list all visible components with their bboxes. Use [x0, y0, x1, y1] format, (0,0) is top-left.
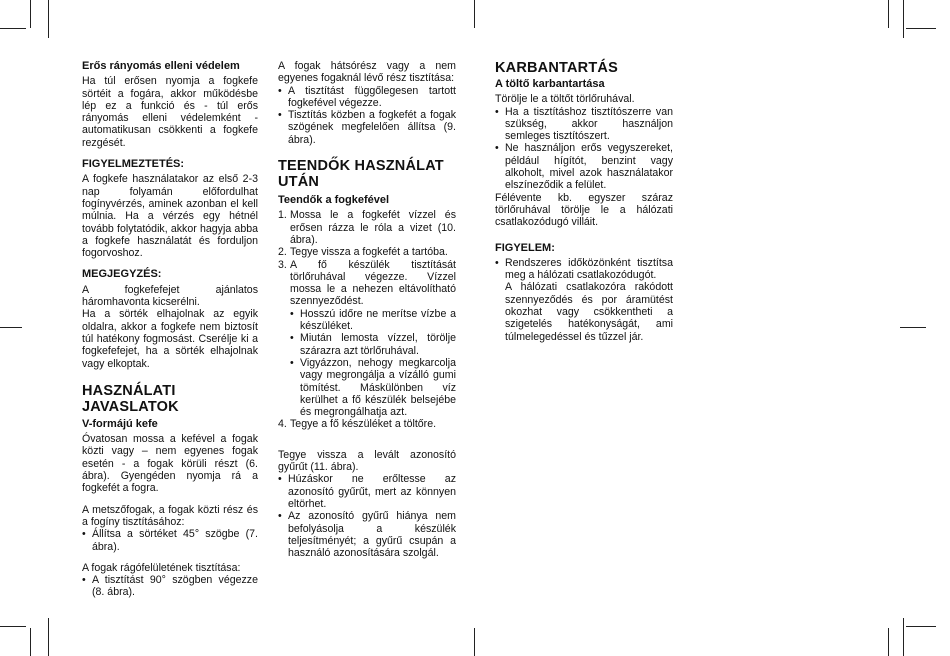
list-steps — [278, 209, 456, 430]
list-chewing — [82, 574, 258, 599]
list-item: • A tisztítást függőlegesen tartott fogkefével végezze. — [278, 85, 456, 110]
list-item: • Rendszeres időközönként tisztítsa meg a hálózati csatlakozódugót. — [495, 257, 673, 282]
crop-mark — [474, 0, 475, 28]
heading-warning: FIGYELMEZTETÉS: — [82, 158, 185, 171]
crop-mark — [48, 0, 49, 38]
list-item — [278, 418, 456, 430]
list-item: • Az azonosító gyűrű hiánya nem befolyásolja a készülék teljesítményét; a gyűrű csupán a használó azonosítására szolgál. — [278, 510, 456, 559]
crop-mark — [48, 618, 49, 656]
list-incisor — [82, 528, 258, 553]
list-item: • Miután lemosta vízzel, törölje szárazra azt törlőruhával. — [290, 332, 456, 357]
step-number: 3. — [278, 258, 287, 271]
list-item: • Vigyázzon, nehogy megkarcolja vagy megrongálja a vízálló gumi tömítést. Máskülönben víz kerülhet a fő készülék belsejébe és megrongálhatja azt. — [290, 357, 456, 418]
column-1 — [82, 60, 258, 599]
heading-protection: Erős rányomás elleni védelem — [82, 60, 240, 72]
crop-mark — [888, 628, 889, 656]
paragraph-back-teeth: A fogak hátsórész vagy a nem egyenes fogaknál lévő rész tisztítása: — [278, 60, 456, 85]
step-number: 1. — [278, 209, 287, 222]
list-item: • Állítsa a sörtéket 45° szögbe (7. ábra). — [82, 528, 258, 553]
paragraph-chewing: A fogak rágófelületének tisztítása: — [82, 561, 241, 574]
list-item: • Hosszú időre ne merítse vízbe a készüléket. — [290, 308, 456, 333]
paragraph-note-2: Ha a sörték elhajolnak az egyik oldalra, akkor a fogkefe nem biztosít túl hatékony fogmosást. Cserélje ki a fogkefefejet, ha a sörték elhajolnak vagy elkoptak. — [82, 308, 258, 370]
crop-mark — [900, 327, 926, 328]
step-number: 4. — [278, 418, 287, 431]
heading-attention: FIGYELEM: — [495, 241, 555, 254]
list-item — [278, 246, 456, 258]
subheading-charger: A töltő karbantartása — [495, 78, 605, 90]
crop-mark — [0, 28, 26, 29]
list-back-teeth — [278, 85, 456, 146]
list-item: • A tisztítást 90° szögben végezze (8. ábra). — [82, 574, 258, 599]
paragraph-v-brush: Óvatosan mossa a kefével a fogak közti vagy – nem egyenes fogak esetén - a fogak körüli részt (6. ábra). Gyengéden nyomja rá a fogkefét a fogra. — [82, 433, 258, 495]
crop-mark — [906, 626, 936, 627]
step-text: Tegye a fő készüléket a töltőre. — [290, 418, 437, 431]
paragraph-wipe: Törölje le a töltőt törlőruhával. — [495, 93, 635, 106]
paragraph-id-ring: Tegye vissza a levált azonosító gyűrűt (11. ábra). — [278, 448, 456, 474]
list-item: • Ha a tisztításhoz tisztítószerre van szükség, akkor használjon semleges tisztítószert. — [495, 106, 673, 143]
crop-mark — [474, 628, 475, 656]
paragraph-attention-cont: A hálózati csatlakozóra rakódott szennyeződés és por áramütést okozhat vagy csökkentheti a szigetelés hatékonyságát, ami túlmelegedéssel és tűzzel jár. — [505, 281, 673, 343]
crop-mark — [903, 0, 904, 38]
list-item: • Húzáskor ne erőltesse az azonosító gyűrűt, mert az könnyen eltörhet. — [278, 473, 456, 510]
subheading-toothbrush-tasks: Teendők a fogkefével — [278, 194, 390, 207]
paragraph-protection: Ha túl erősen nyomja a fogkefe sörtéit a fogára, akkor működésbe lép ez a funkció és - túl erős rányomás elleni védelemként - automatikusan csökkenti a fogkefe rezgését. — [82, 75, 258, 149]
crop-mark — [0, 327, 22, 328]
step-text: A fő készülék tisztítását törlőruhával végezze. Vízzel mossa le a nehezen eltávolítható szennyeződést. — [290, 258, 456, 308]
column-2 — [278, 60, 456, 559]
heading-maintenance: KARBANTARTÁS — [495, 60, 618, 76]
list-item — [278, 259, 456, 419]
paragraph-half-year: Félévente kb. egyszer száraz törlőruhával törölje le a hálózati csatlakozódugó villáit. — [495, 191, 673, 229]
list-attention — [495, 257, 673, 282]
crop-mark — [903, 618, 904, 656]
step-text: Tegye vissza a fogkefét a tartóba. — [290, 246, 448, 259]
heading-after-use: TEENDŐK HASZNÁLAT UTÁN — [278, 158, 444, 191]
crop-mark — [906, 28, 936, 29]
step-number: 2. — [278, 246, 287, 259]
paragraph-warning: A fogkefe használatakor az első 2-3 nap folyamán előfordulhat fogínyvérzés, aminek azonban el kell múlnia. Ha a vérzés egy hétnél tovább folytatódik, akkor hagyja abba a fogkefe használatát és forduljon fogorvoshoz. — [82, 173, 258, 260]
crop-mark — [0, 626, 26, 627]
list-item: • Ne használjon erős vegyszereket, például hígítót, benzint vagy alkoholt, mivel azok használatakor elszíneződik a felület. — [495, 142, 673, 191]
paragraph-incisor: A metszőfogak, a fogak közti rész és a fogíny tisztításához: — [82, 503, 258, 528]
column-3 — [495, 60, 673, 343]
list-id-ring — [278, 473, 456, 559]
paragraph-note-1: A fogkefefejet ajánlatos háromhavonta kicserélni. — [82, 283, 258, 309]
heading-usage: HASZNÁLATI JAVASLATOK — [82, 382, 179, 415]
step-text: Mossa le a fogkefét vízzel és erősen rázza le róla a vizet (10. ábra). — [290, 209, 456, 246]
crop-mark — [30, 0, 31, 28]
crop-mark — [888, 0, 889, 28]
list-item: • Tisztítás közben a fogkefét a fogak szögének megfelelően állítsa (9. ábra). — [278, 109, 456, 146]
subheading-v-brush: V-formájú kefe — [82, 417, 158, 430]
heading-note: MEGJEGYZÉS: — [82, 268, 162, 281]
list-item — [278, 209, 456, 246]
crop-mark — [30, 628, 31, 656]
list-maintenance — [495, 106, 673, 192]
sub-list — [290, 308, 456, 419]
